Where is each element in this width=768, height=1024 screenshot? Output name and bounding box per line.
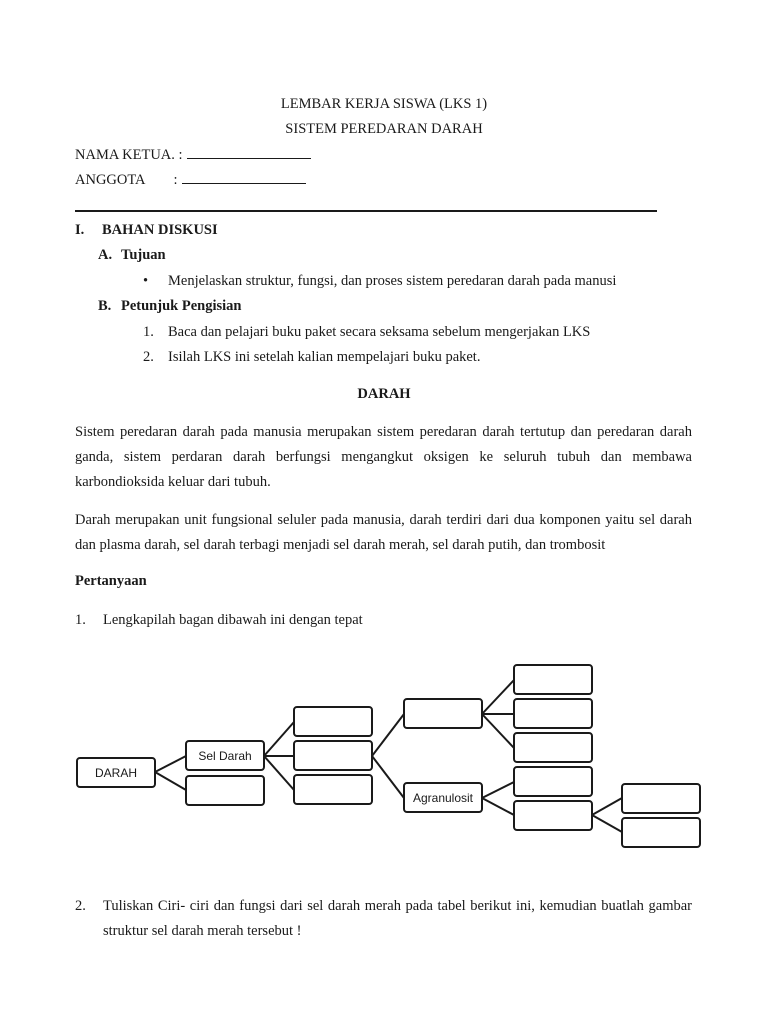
- question-2-text: Tuliskan Ciri- ciri dan fungsi dari sel darah merah pada tabel berikut ini, kemudian buatlah gambar struktur sel darah merah tersebut !: [103, 898, 692, 939]
- root-label: DARAH: [94, 766, 138, 780]
- question-1-text: Lengkapilah bagan dibawah ini dengan tepat: [103, 612, 363, 628]
- instruction-number: 2.: [143, 349, 154, 365]
- leader-separator: . :: [171, 147, 183, 163]
- subsection-b-label: B.: [98, 298, 112, 314]
- connector-line: [482, 798, 514, 815]
- subsection-b-title: Petunjuk Pengisian: [121, 298, 242, 314]
- questions-heading: Pertanyaan: [75, 573, 147, 589]
- content-heading: DARAH: [357, 386, 411, 402]
- connector-line: [482, 680, 514, 714]
- agranulosit-label: Agranulosit: [412, 791, 474, 805]
- empty-box: [514, 699, 592, 728]
- empty-box: [514, 767, 592, 796]
- subsection-a-title: Tujuan: [121, 247, 166, 263]
- paragraph-2: Darah merupakan unit fungsional seluler pada manusia, darah terdiri dari dua komponen yaitu sel darah dan plasma darah, sel darah terbagi menjadi sel darah merah, sel darah putih, dan trombosit: [75, 512, 692, 553]
- empty-box: [514, 733, 592, 762]
- members-separator: :: [173, 172, 178, 188]
- instruction-number: 1.: [143, 324, 154, 340]
- empty-box: [186, 776, 264, 805]
- connector-line: [155, 756, 186, 772]
- connector-line: [264, 722, 294, 756]
- empty-box: [514, 665, 592, 694]
- section-number: I.: [75, 222, 85, 238]
- sel-darah-label: Sel Darah: [198, 749, 252, 763]
- objective-text: Menjelaskan struktur, fungsi, dan proses sistem peredaran darah pada manusi: [168, 273, 617, 289]
- empty-box: [404, 699, 482, 728]
- worksheet-subtitle: SISTEM PEREDARAN DARAH: [285, 121, 483, 137]
- question-2-number: 2.: [75, 898, 86, 914]
- instruction-text: Baca dan pelajari buku paket secara seksama sebelum mengerjakan LKS: [168, 324, 591, 340]
- connector-line: [482, 782, 514, 798]
- section-title: BAHAN DISKUSI: [102, 222, 218, 238]
- members-label: ANGGOTA: [75, 172, 146, 188]
- connector-line: [592, 798, 622, 815]
- connector-line: [372, 714, 404, 756]
- connector-line: [264, 756, 294, 790]
- empty-box: [294, 775, 372, 804]
- worksheet-title: LEMBAR KERJA SISWA (LKS 1): [280, 96, 488, 112]
- empty-box: [294, 707, 372, 736]
- connector-line: [482, 714, 514, 748]
- connector-line: [155, 772, 186, 790]
- empty-box: [514, 801, 592, 830]
- subsection-a-label: A.: [98, 247, 113, 263]
- empty-box: [294, 741, 372, 770]
- paragraph-1: Sistem peredaran darah pada manusia merupakan sistem peredaran darah tertutup dan peredaran darah ganda, sistem perdaran darah berfungsi mengangkut oksigen ke seluruh tubuh dan membawa karbondioksida keluar dari tubuh.: [75, 424, 692, 490]
- instruction-text: Isilah LKS ini setelah kalian mempelajari buku paket.: [168, 349, 481, 365]
- empty-box: [622, 818, 700, 847]
- connector-line: [592, 815, 622, 832]
- empty-box: [622, 784, 700, 813]
- question-1-number: 1.: [75, 612, 86, 628]
- connector-line: [372, 756, 404, 798]
- bullet-icon: •: [143, 273, 149, 289]
- leader-label: NAMA KETUA: [75, 147, 172, 163]
